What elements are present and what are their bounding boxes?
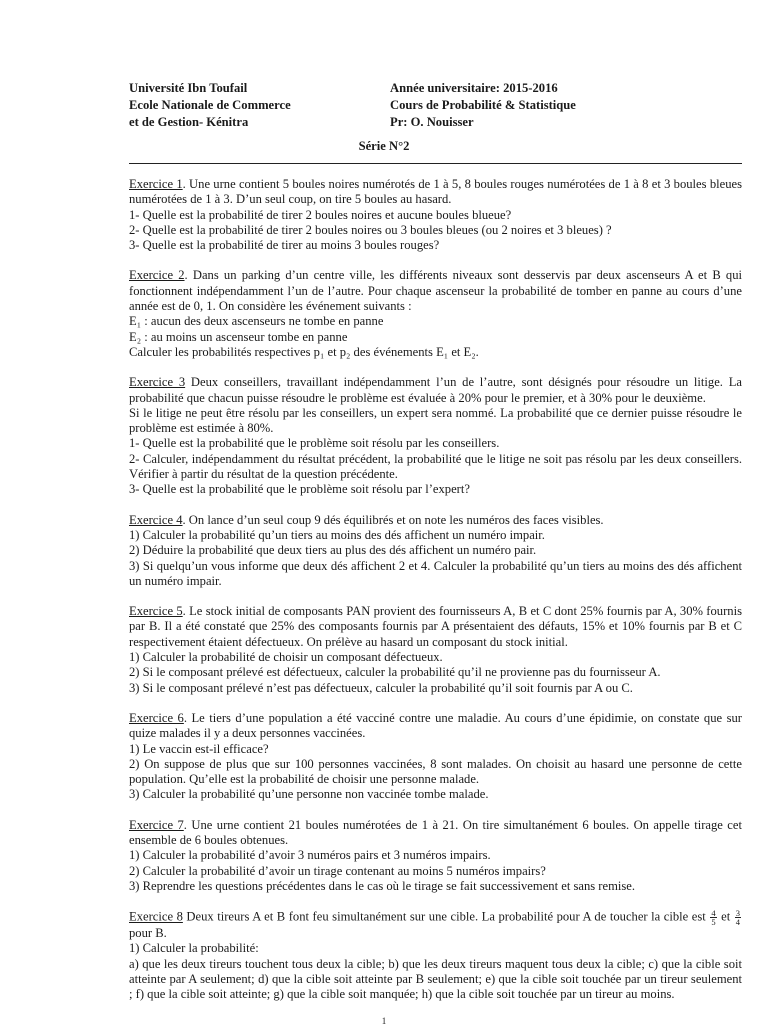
course-header: [390, 80, 576, 131]
exercise-4: [129, 513, 742, 589]
exercise-statement: . Le tiers d’une population a été vacciné contre une maladie. Au cours d’une épidimie, on constate que sur quize malades il y a deux personnes vaccinées.: [129, 710, 742, 741]
fraction-denominator: 5: [711, 917, 716, 928]
exercise-statement: . Dans un parking d’un centre ville, les différents niveaux sont desservis par deux ascenseurs A et B qui fonctionnent indépendamment l’un de l’autre. Pour chaque ascenseur la probabilité de tomber en panne au cours d’une année est de 0, 1. On considère les événement suivants :: [129, 268, 742, 314]
fraction-numerator: 3: [735, 908, 740, 919]
exercise-statement: Deux conseillers, travaillant indépendamment l’un de l’autre, sont désignés pour résoudre un litige. La probabilité que chacun puisse résoudre le problème est évaluée à 20% pour le premier, et à 30% pour le deuxième.: [129, 375, 742, 405]
exercise-question: 2) Calculer la probabilité d’avoir un tirage contenant au moins 5 numéros impairs?: [129, 863, 546, 878]
exercise-statement: Deux tireurs A et B font feu simultanément sur une cible. La probabilité pour A de toucher la cible est: [182, 909, 710, 924]
exercise-question: 1) Le vaccin est-il efficace?: [129, 741, 269, 756]
fraction-denominator: 4: [735, 917, 740, 928]
exercise-question: E₁ : aucun des deux ascenseurs ne tombe en panne: [129, 314, 384, 329]
exercise-question: 1) Calculer la probabilité:: [129, 941, 259, 956]
exercise-question: 3) Si le composant prélevé n’est pas défectueux, calculer la probabilité qu’il soit fournis par A ou C.: [129, 680, 633, 695]
exercise-statement: et: [717, 909, 734, 924]
exercise-7: [129, 818, 742, 894]
header-right-line: Pr: O. Nouisser: [390, 115, 474, 129]
exercise-1: [129, 177, 742, 253]
exercise-question: 3) Reprendre les questions précédentes dans le cas où le tirage se fait successivement et sans remise.: [129, 878, 636, 893]
exercise-title: Exercice 7: [129, 817, 184, 832]
exercise-question: a) que les deux tireurs touchent tous deux la cible; b) que les deux tireurs maquent tous deux la cible; c) que la cible soit atteinte par A seulement; d) que la cible soit atteinte par B seulement; e) que la cible soit touchée par un tireur seulement ; f) que la cible soit atteinte; g) que la cible soit manquée; h) que la cible soit touchée par un tireur au moins.: [129, 956, 742, 1002]
exercise-statement: . On lance d’un seul coup 9 dés équilibrés et on note les numéros des faces visibles.: [182, 512, 604, 527]
fraction-numerator: 4: [711, 908, 716, 919]
exercise-title: Exercice 3: [129, 375, 186, 390]
exercise-question: 1- Quelle est la probabilité de tirer 2 boules noires et aucune boules blueue?: [129, 207, 512, 222]
exercise-question: 3- Quelle est la probabilité que le problème soit résolu par l’expert?: [129, 482, 470, 497]
exercise-5: [129, 604, 742, 696]
exercise-title: Exercice 8: [129, 909, 183, 924]
exercise-question: 2) Déduire la probabilité que deux tiers au plus des dés affichent un numéro pair.: [129, 543, 537, 558]
series-title: Série N°2: [358, 139, 410, 153]
exercise-question: 3) Calculer la probabilité qu’une personne non vaccinée tombe malade.: [129, 787, 489, 802]
exercise-question: 1) Calculer la probabilité de choisir un composant défectueux.: [129, 650, 443, 665]
exercise-statement: . Une urne contient 21 boules numérotées de 1 à 21. On tire simultanément 6 boules. On appelle tirage cet ensemble de 6 boules obtenues.: [129, 817, 742, 847]
header-divider: [129, 163, 742, 164]
exercise-list: [129, 177, 742, 1018]
exercise-question: 2- Calculer, indépendamment du résultat précédent, la probabilité que le litige ne soit pas résolu par les deux conseillers. Vérifier à partir du résultat de la question précédente.: [129, 451, 742, 482]
exercise-question: 3- Quelle est la probabilité de tirer au moins 3 boules rouges?: [129, 238, 440, 253]
exercise-6: [129, 711, 742, 803]
header-right-line: Cours de Probabilité & Statistique: [390, 98, 576, 112]
header-right-line: Année universitaire: 2015-2016: [390, 81, 558, 95]
exercise-question: 2) Si le composant prélevé est défectueux, calculer la probabilité qu’il ne provienne pas du fournisseur A.: [129, 665, 661, 680]
page-number: 1: [381, 1016, 387, 1026]
exercise-title: Exercice 1: [129, 177, 183, 191]
header-left-line: et de Gestion- Kénitra: [129, 115, 249, 129]
exercise-title: Exercice 2: [129, 268, 185, 283]
exercise-question: 2- Quelle est la probabilité de tirer 2 boules noires ou 3 boules bleues (ou 2 noires et 3 bleues) ?: [129, 222, 612, 237]
exercise-title: Exercice 4: [129, 512, 183, 527]
exercise-statement: . Le stock initial de composants PAN provient des fournisseurs A, B et C dont 25% fournis par A, 30% fournis par B. Il a été constaté que 25% des composants fournis par A présentaient des défauts, 15% et 10% fournis par B et C respectivement étaient défectueux. On prélève au hasard un composant du stock initial.: [129, 604, 742, 649]
fraction: [710, 909, 716, 926]
exercise-statement: pour B.: [129, 926, 167, 941]
exercise-question: Si le litige ne peut être résolu par les conseillers, un expert sera nommé. La probabilité que ce dernier puisse résoudre le problème est estimée à 80%.: [129, 405, 742, 436]
exercise-question: 2) On suppose de plus que sur 100 personnes vaccinées, 8 sont malades. On choisit au hasard une personne de cette population. Qu’elle est la probabilité de choisir une personne malade.: [129, 756, 742, 787]
exercise-question: E₂ : au moins un ascenseur tombe en panne: [129, 329, 348, 344]
exercise-title: Exercice 6: [129, 710, 184, 725]
header-left-line: Université Ibn Toufail: [129, 81, 248, 95]
exercise-statement: . Une urne contient 5 boules noires numérotés de 1 à 5, 8 boules rouges numérotées de 1 à 8 et 3 boules bleues numérotées de 1 à 3. D’un seul coup, on tire 5 boules au hasard.: [129, 177, 742, 207]
fraction: [735, 909, 741, 926]
exercise-question: 1) Calculer la probabilité d’avoir 3 numéros pairs et 3 numéros impairs.: [129, 848, 491, 863]
exercise-3: [129, 375, 742, 497]
exercise-question: Calculer les probabilités respectives p₁ et p₂ des événements E₁ et E₂.: [129, 344, 479, 359]
exercise-question: 3) Si quelqu’un vous informe que deux dés affichent 2 et 4. Calculer la probabilité qu’un tiers au moins des dés affichent un numéro impair.: [129, 558, 742, 588]
exercise-question: 1- Quelle est la probabilité que le problème soit résolu par les conseillers.: [129, 436, 500, 451]
header-left-line: Ecole Nationale de Commerce: [129, 98, 291, 112]
exercise-question: 1) Calculer la probabilité qu’un tiers au moins des dés affichent un numéro impair.: [129, 527, 545, 542]
exercise-title: Exercice 5: [129, 604, 183, 619]
exercise-8: [129, 909, 742, 1002]
exercise-2: [129, 268, 742, 360]
institution-header: [129, 80, 291, 131]
